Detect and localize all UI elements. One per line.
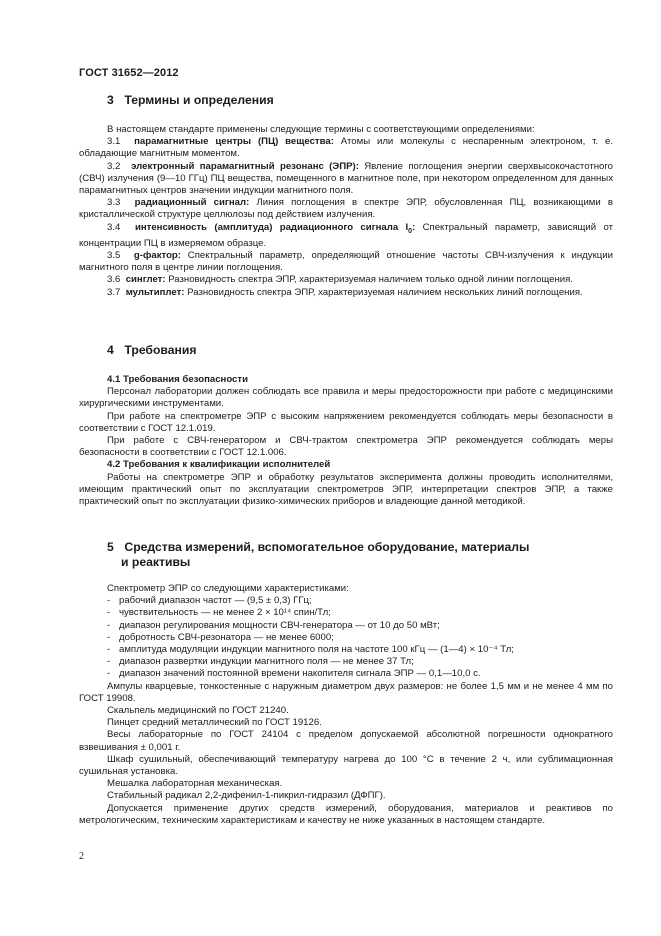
section-4-body [79, 374, 613, 508]
list-item-text: диапазон регулирования мощности СВЧ-генератора — от 10 до 50 мВт; [119, 619, 440, 631]
term-3-4 [79, 222, 613, 250]
dash-bullet-icon: - [107, 619, 111, 631]
section-3-heading [79, 93, 613, 108]
section-5-number: 5 [107, 540, 114, 554]
paragraph-drying-cabinet: Шкаф сушильный, обеспечивающий температуру нагрева до 100 °С в течение 2 ч, или сублимационная сушильная установка. [79, 753, 613, 778]
dash-bullet-icon: - [107, 607, 111, 619]
term-3-1-term: парамагнитные центры (ПЦ) вещества: [134, 136, 334, 148]
section-5-title-line-2: и реактивы [121, 555, 191, 569]
section-5-body [79, 583, 613, 827]
dash-bullet-icon: - [107, 644, 111, 656]
term-3-7-term: мультиплет: [125, 286, 185, 298]
section-4-heading [79, 343, 613, 358]
paragraph-4-2: Работы на спектрометре ЭПР и обработку результатов эксперимента должны проводить исполнителями, имеющим практический опыт по эксплуатации спектрометров ЭПР, интерпретации спектров ЭПР, а также практический опыт по эксплуатации физико-химических приборов и владеющие данной методикой. [79, 471, 613, 508]
paragraph-4-1-a: Персонал лаборатории должен соблюдать все правила и меры предосторожности при работе с медицинскими хирургическими инструментами. [79, 386, 613, 410]
list-item [79, 656, 613, 668]
term-3-3-definition: Линия поглощения в спектре ЭПР, обусловленная ПЦ, возникающими в кристаллической структуре целлюлозы под действием излучения. [79, 197, 613, 221]
term-3-3 [79, 197, 613, 221]
paragraph-scalpel: Скальпель медицинский по ГОСТ 21240. [107, 705, 289, 717]
term-3-5-term: g-фактор: [133, 249, 181, 261]
dash-bullet-icon: - [107, 668, 111, 680]
section-3-title: Термины и определения [124, 93, 274, 107]
term-3-5-definition: Спектральный параметр, определяющий отношение частоты СВЧ-излучения к индукции магнитного поля в центре линии поглощения. [79, 249, 613, 274]
list-item-text: добротность СВЧ-резонатора — не менее 6000; [119, 631, 334, 643]
paragraph-radical: Стабильный радикал 2,2-дифенил-1-пикрил-гидразил (ДФПГ). [107, 790, 386, 802]
paragraph-tweezers: Пинцет средний металлический по ГОСТ 19126. [107, 717, 322, 729]
section-4 [79, 343, 613, 358]
section-5-heading [79, 540, 613, 555]
list-item [79, 607, 613, 619]
term-3-3-term: радиационный сигнал: [134, 197, 250, 209]
paragraph-alternatives: Допускается применение других средств измерений, оборудования, материалов и реактивов по метрологическим, техническим характеристикам и качеству не ниже указанных в настоящем стандарте. [79, 802, 613, 826]
term-3-4-term [135, 222, 415, 233]
section-3-body [79, 124, 613, 299]
term-3-5-number: 3.5 [107, 249, 121, 261]
list-item [79, 668, 613, 680]
term-3-1-definition: Атомы или молекулы с неспаренным электроном, т. е. обладающие магнитным моментом. [79, 136, 613, 160]
term-3-2-number: 3.2 [107, 160, 121, 172]
term-3-7-number: 3.7 [107, 286, 121, 298]
section-4-title: Требования [124, 343, 197, 357]
list-item [79, 644, 613, 656]
term-3-7 [79, 287, 613, 299]
dash-bullet-icon: - [107, 595, 111, 607]
list-item-text: чувствительность — не менее 2 × 10¹⁴ спин/Тл; [119, 607, 331, 619]
subsection-4-2-heading: 4.2 Требования к квалификации исполнителей [107, 459, 331, 471]
characteristics-list [79, 595, 613, 680]
list-item-text: диапазон развертки индукции магнитного поля — не менее 37 Тл; [119, 656, 414, 668]
term-3-2-definition: Явление поглощения энергии сверхвысокочастотного (СВЧ) излучения (9—10 ГГц) ПЦ вещества, помещенного в магнитное поле, при некотором определенном для данных парамагнитных центров значении индукции магнитного поля. [79, 160, 613, 197]
term-3-6-number: 3.6 [107, 274, 121, 286]
paragraph-scales: Весы лабораторные по ГОСТ 24104 с пределом допускаемой абсолютной погрешности однократного взвешивания ± 0,001 г. [79, 729, 613, 753]
term-3-4-term-text: интенсивность (амплитуда) радиационного сигнала I [134, 221, 409, 233]
section-5-title-line-1: Средства измерений, вспомогательное оборудование, материалы [124, 540, 530, 554]
list-item-text: амплитуда модуляции индукции магнитного поля на частоте 100 кГц — (1—4) × 10⁻⁴ Тл; [119, 644, 514, 656]
term-3-6 [79, 274, 613, 286]
list-item-text: рабочий диапазон частот — (9,5 ± 0,3) ГГц; [119, 595, 312, 607]
list-item [79, 620, 613, 632]
list-item [79, 595, 613, 607]
section-5 [79, 540, 613, 570]
paragraph-mixer: Мешалка лабораторная механическая. [107, 778, 283, 790]
section-3-number: 3 [107, 93, 114, 107]
term-3-4-subscript: 0 [408, 227, 413, 235]
list-item-text: диапазон значений постоянной времени накопителя сигнала ЭПР — 0,1—10,0 с. [119, 668, 481, 680]
term-3-3-number: 3.3 [107, 197, 121, 209]
term-3-4-colon: : [412, 221, 416, 233]
section-5-intro: Спектрометр ЭПР со следующими характеристиками: [107, 583, 349, 594]
section-3 [79, 93, 613, 108]
term-3-6-term: синглет: [125, 274, 166, 286]
subsection-4-1-heading: 4.1 Требования безопасности [107, 374, 248, 385]
paragraph-4-1-b: При работе на спектрометре ЭПР с высоким напряжением рекомендуется соблюдать меры безопасности в соответствии с ГОСТ 12.1.019. [79, 410, 613, 434]
paragraph-ampoules: Ампулы кварцевые, тонкостенные с наружным диаметром двух размеров: не более 1,5 мм и не менее 4 мм по ГОСТ 19908. [79, 680, 613, 704]
term-3-4-definition: Спектральный параметр, зависящий от концентрации ПЦ в измеряемом образце. [79, 221, 613, 249]
section-4-number: 4 [107, 343, 114, 357]
term-3-5 [79, 250, 613, 274]
term-3-7-definition: Разновидность спектра ЭПР, характеризуемая наличием нескольких линий поглощения. [184, 286, 583, 298]
page-number: 2 [79, 851, 84, 862]
section-3-intro: В настоящем стандарте применены следующие термины с соответствующими определениями: [107, 124, 535, 135]
dash-bullet-icon: - [107, 656, 111, 668]
paragraph-4-1-c: При работе с СВЧ-генератором и СВЧ-трактом спектрометра ЭПР рекомендуется соблюдать меры безопасности в соответствии с ГОСТ 12.1.006. [79, 435, 613, 459]
list-item [79, 632, 613, 644]
term-3-4-number: 3.4 [107, 221, 121, 233]
term-3-2 [79, 161, 613, 198]
term-3-1 [79, 136, 613, 160]
page-header: ГОСТ 31652—2012 [79, 67, 179, 79]
term-3-1-number: 3.1 [107, 136, 121, 148]
term-3-2-term: электронный парамагнитный резонанс (ЭПР): [131, 160, 359, 172]
dash-bullet-icon: - [107, 631, 111, 643]
term-3-6-definition: Разновидность спектра ЭПР, характеризуемая наличием только одной линии поглощения. [165, 274, 573, 286]
